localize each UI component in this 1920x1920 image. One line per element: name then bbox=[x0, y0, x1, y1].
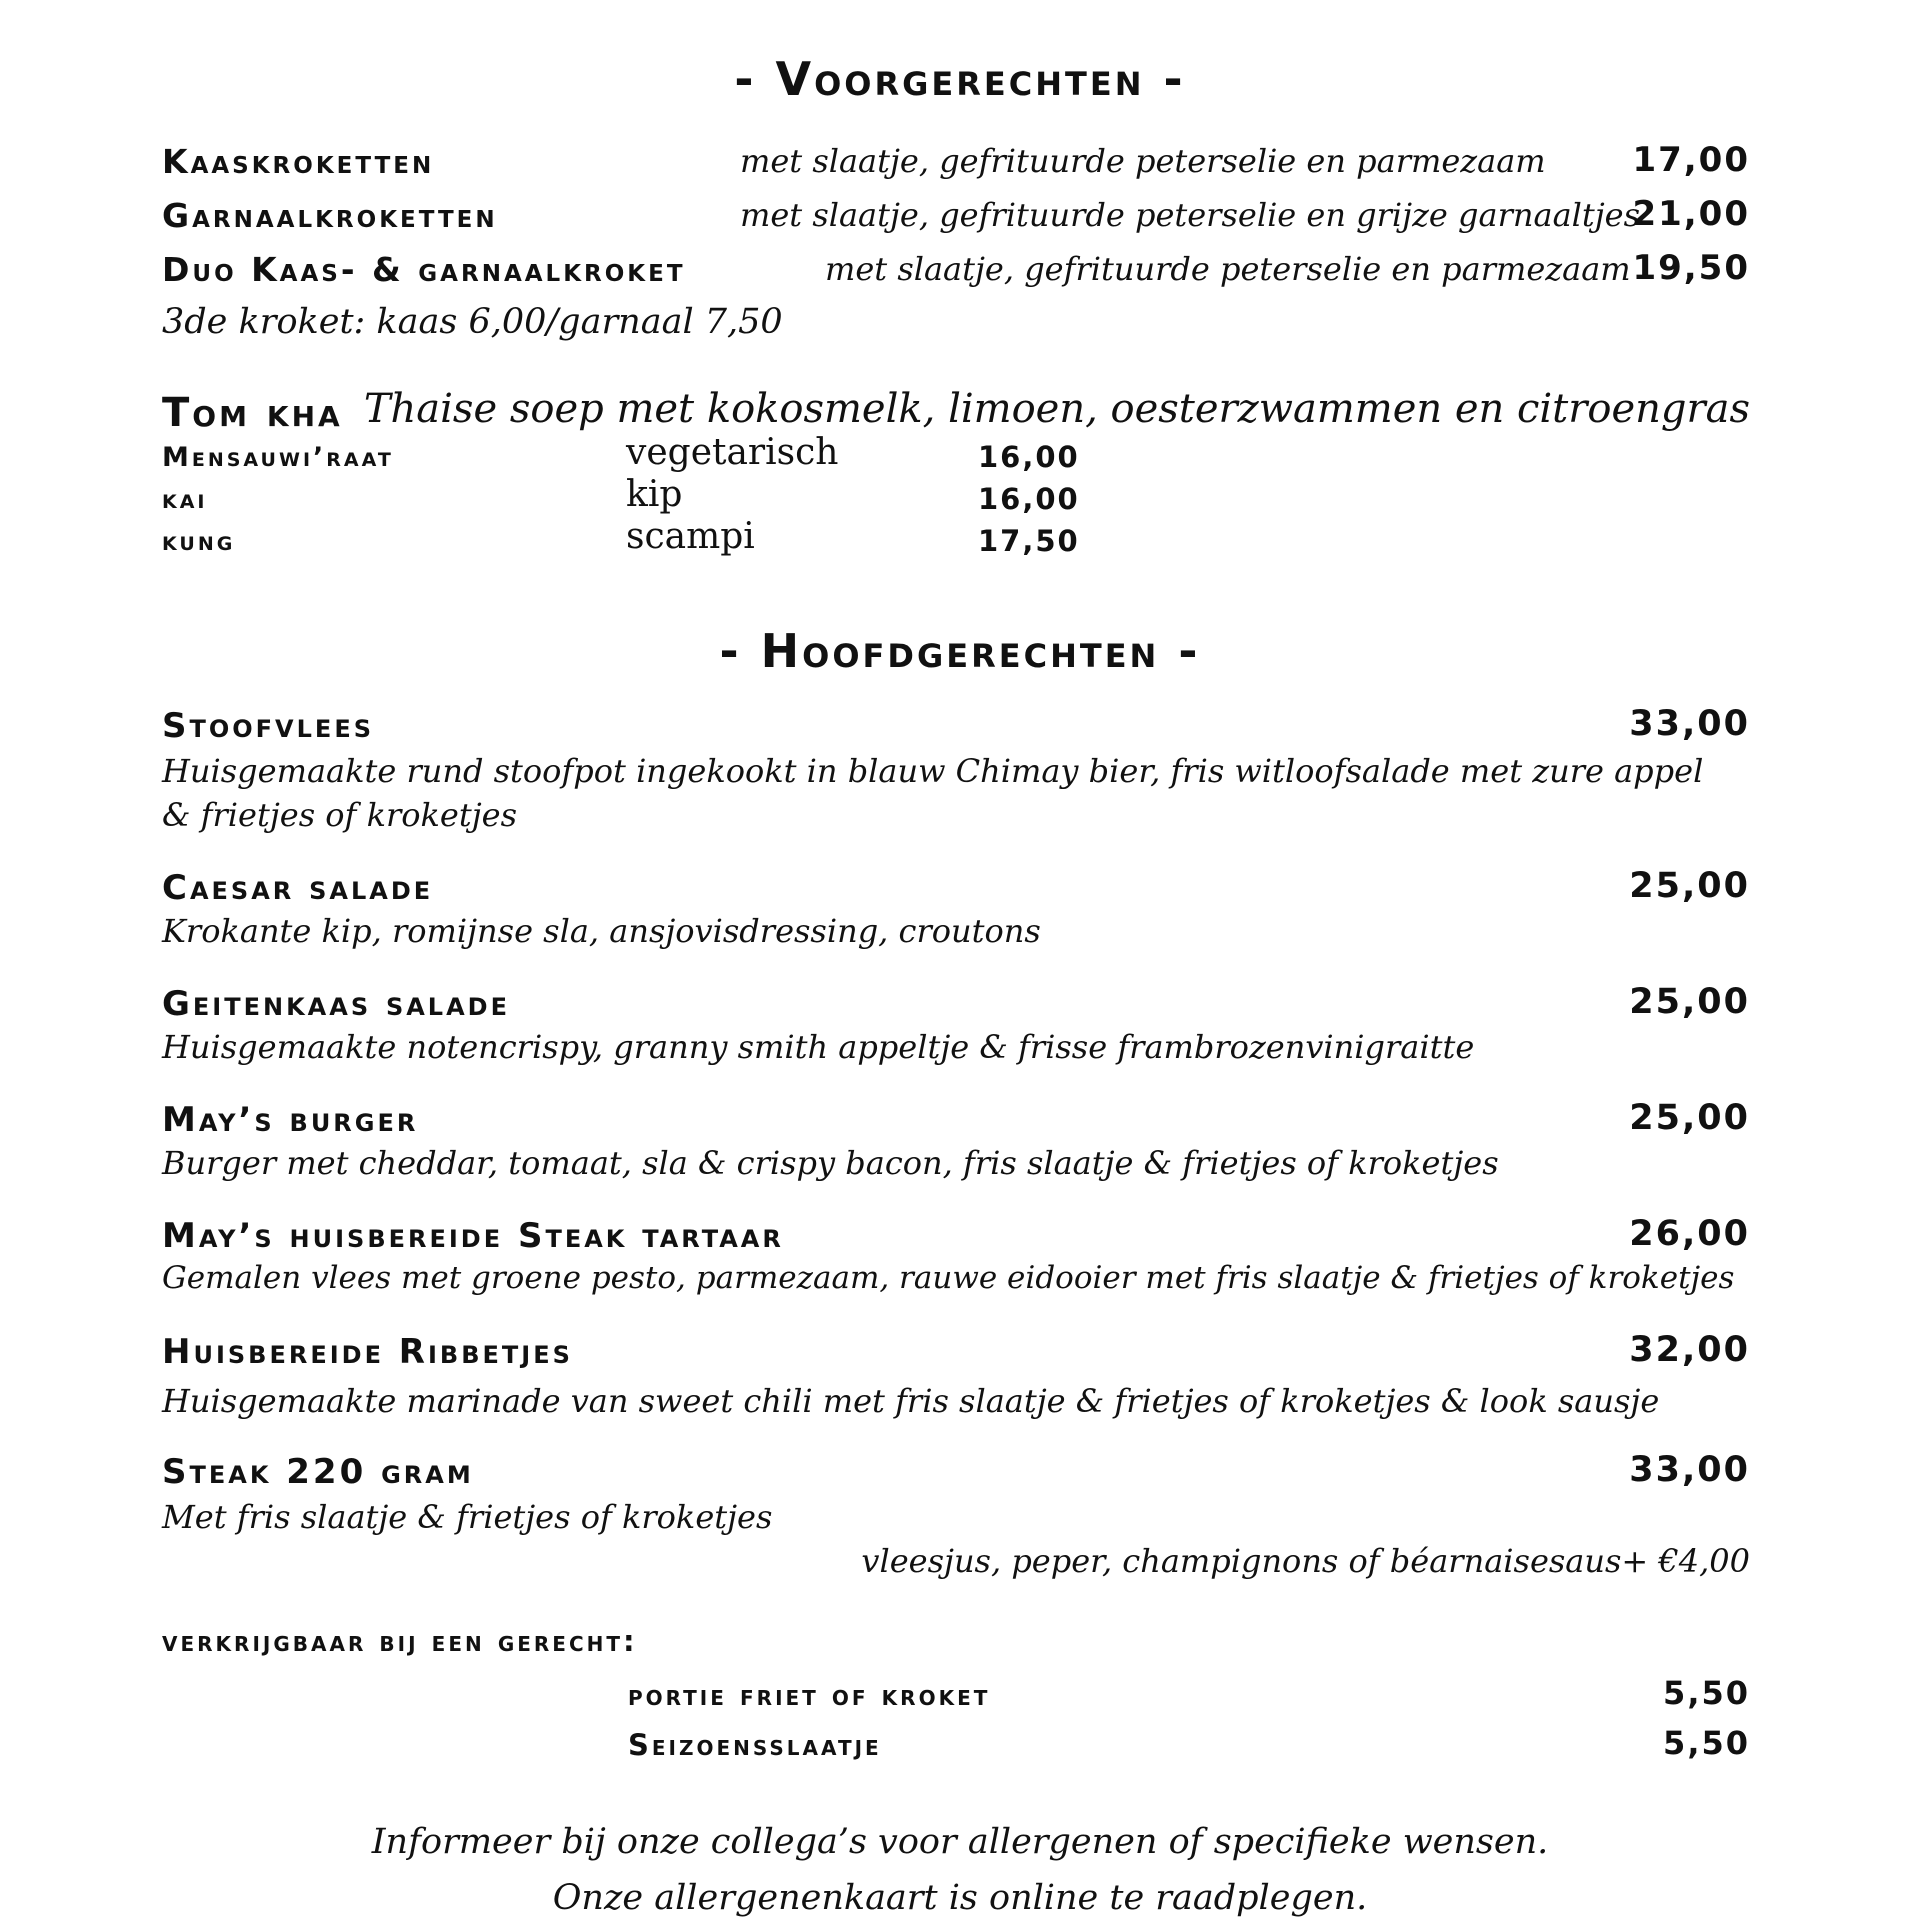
dish-description: Huisgemaakte rund stoofpot ingekookt in blauw Chimay bier, fris witloofsalade met zure appel bbox=[162, 752, 1704, 790]
variant-price: 16,00 bbox=[978, 440, 1080, 474]
dish-description: Huisgemaakte notencrispy, granny smith appeltje & frisse frambrozenvinigraitte bbox=[162, 1028, 1475, 1066]
dish-name: Huisbereide Ribbetjes bbox=[162, 1332, 573, 1372]
tomkha-name: Tom kha bbox=[162, 390, 343, 436]
variant-description: vegetarisch bbox=[626, 432, 839, 473]
dish-name: May’s huisbereide Steak tartaar bbox=[162, 1216, 784, 1256]
dish-description: met slaatje, gefrituurde peterselie en grijze garnaaltjes bbox=[740, 196, 1641, 234]
dish-name: Geitenkaas salade bbox=[162, 984, 510, 1024]
sauce-note: vleesjus, peper, champignons of béarnaisesaus+ €4,00 bbox=[861, 1542, 1750, 1580]
dish-price: 33,00 bbox=[1629, 1450, 1750, 1490]
variant-description: kip bbox=[626, 474, 683, 515]
section-title-voorgerechten: - Voorgerechten - bbox=[734, 52, 1186, 106]
dish-description: Met fris slaatje & frietjes of kroketjes bbox=[162, 1498, 773, 1536]
extra-name: Seizoensslaatje bbox=[628, 1728, 882, 1762]
extra-price: 5,50 bbox=[1663, 1674, 1750, 1712]
variant-name: kai bbox=[162, 484, 208, 515]
extra-name: portie friet of kroket bbox=[628, 1678, 991, 1712]
dish-name: Stoofvlees bbox=[162, 706, 374, 746]
dish-price: 25,00 bbox=[1629, 866, 1750, 906]
variant-price: 17,50 bbox=[978, 524, 1080, 558]
dish-name: Steak 220 gram bbox=[162, 1452, 474, 1492]
footer-allergen-online: Onze allergenenkaart is online te raadplegen. bbox=[552, 1878, 1368, 1918]
dish-price: 25,00 bbox=[1629, 982, 1750, 1022]
variant-name: Mensauwi’raat bbox=[162, 442, 394, 473]
dish-name: May’s burger bbox=[162, 1100, 419, 1140]
dish-name: Caesar salade bbox=[162, 868, 434, 908]
dish-price: 25,00 bbox=[1629, 1098, 1750, 1138]
section-title-hoofdgerechten: - Hoofdgerechten - bbox=[719, 624, 1201, 678]
dish-price: 19,50 bbox=[1632, 248, 1750, 288]
tomkha-description: Thaise soep met kokosmelk, limoen, oesterzwammen en citroengras bbox=[363, 386, 1750, 432]
variant-name: kung bbox=[162, 526, 236, 557]
dish-description: Huisgemaakte marinade van sweet chili met fris slaatje & frietjes of kroketjes & look sausje bbox=[162, 1382, 1660, 1420]
dish-description: Burger met cheddar, tomaat, sla & crispy bacon, fris slaatje & frietjes of kroketjes bbox=[162, 1144, 1499, 1182]
dish-name: Garnaalkroketten bbox=[162, 196, 498, 235]
variant-description: scampi bbox=[626, 516, 755, 557]
footer-allergen-info: Informeer bij onze collega’s voor allergenen of specifieke wensen. bbox=[371, 1822, 1549, 1862]
variant-price: 16,00 bbox=[978, 482, 1080, 516]
extra-price: 5,50 bbox=[1663, 1724, 1750, 1762]
extras-label: verkrijgbaar bij een gerecht: bbox=[162, 1624, 638, 1658]
croquette-note: 3de kroket: kaas 6,00/garnaal 7,50 bbox=[162, 302, 783, 342]
dish-price: 32,00 bbox=[1629, 1330, 1750, 1370]
dish-price: 17,00 bbox=[1632, 140, 1750, 180]
dish-name: Duo Kaas- & garnaalkroket bbox=[162, 250, 686, 289]
dish-price: 33,00 bbox=[1629, 704, 1750, 744]
dish-description: Gemalen vlees met groene pesto, parmezaam, rauwe eidooier met fris slaatje & frietjes of kroketjes bbox=[162, 1260, 1735, 1296]
dish-name: Kaaskroketten bbox=[162, 142, 435, 181]
dish-price: 26,00 bbox=[1629, 1214, 1750, 1254]
dish-description: met slaatje, gefrituurde peterselie en parmezaam bbox=[740, 142, 1546, 180]
dish-description-continued: & frietjes of kroketjes bbox=[162, 796, 517, 834]
dish-description: met slaatje, gefrituurde peterselie en parmezaam bbox=[825, 250, 1631, 288]
dish-price: 21,00 bbox=[1632, 194, 1750, 234]
dish-description: Krokante kip, romijnse sla, ansjovisdressing, croutons bbox=[162, 912, 1041, 950]
